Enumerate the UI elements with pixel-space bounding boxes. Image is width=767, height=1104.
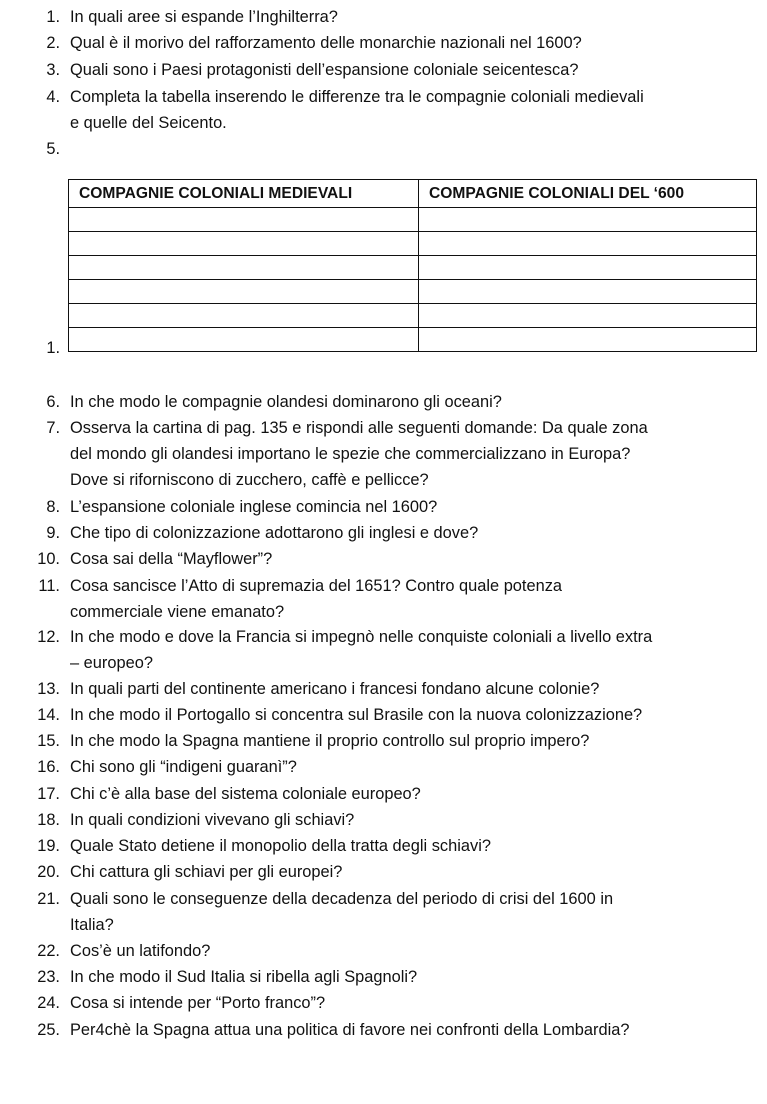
question-item [0,624,767,676]
question-number: 5. [46,140,60,158]
question-text-line: Dove si riforniscono di zucchero, caffè e pellicce? [70,471,429,489]
question-number: 17. [37,785,60,803]
question-text-line: e quelle del Seicento. [70,114,227,132]
cell-seicento[interactable] [419,280,757,304]
question-text-line: Quali sono i Paesi protagonisti dell’espansione coloniale seicentesca? [70,61,579,79]
cell-medieval[interactable] [69,328,419,352]
question-text-line: – europeo? [70,654,153,672]
question-item [0,938,767,964]
question-text-line: Chi c’è alla base del sistema coloniale europeo? [70,785,421,803]
question-number: 8. [46,498,60,516]
question-item [0,859,767,885]
question-number: 7. [46,419,60,437]
question-number: 22. [37,942,60,960]
cell-seicento[interactable] [419,328,757,352]
cell-medieval[interactable] [69,256,419,280]
question-number: 20. [37,863,60,881]
question-item [0,389,767,415]
question-number: 11. [38,577,60,595]
question-item [0,964,767,990]
question-text-line: In quali condizioni vivevano gli schiavi? [70,811,355,829]
cell-medieval[interactable] [69,232,419,256]
table-row [69,232,757,256]
question-text-line: L’espansione coloniale inglese comincia nel 1600? [70,498,438,516]
table-row [69,328,757,352]
question-number: 15. [37,732,60,750]
question-text-line: Quali sono le conseguenze della decadenza del periodo di crisi del 1600 in [70,890,614,908]
question-item [0,573,767,625]
table-row [69,280,757,304]
question-text-line: Osserva la cartina di pag. 135 e rispondi alle seguenti domande: Da quale zona [70,419,648,437]
question-text-line: Cosa sancisce l’Atto di supremazia del 1651? Contro quale potenza [70,577,563,595]
question-item [0,754,767,780]
cell-medieval[interactable] [69,208,419,232]
question-number: 18. [37,811,60,829]
question-item [0,676,767,702]
question-text-line: In che modo e dove la Francia si impegnò nelle conquiste coloniali a livello extra [70,628,653,646]
question-text-line: Cosa si intende per “Porto franco”? [70,994,326,1012]
question-number: 1. [46,8,60,26]
question-text-line: Completa la tabella inserendo le differenze tra le compagnie coloniali medievali [70,88,644,106]
question-number: 1. [46,339,60,357]
question-number: 9. [46,524,60,542]
question-number: 2. [46,34,60,52]
question-item [0,546,767,572]
question-number: 19. [37,837,60,855]
cell-medieval[interactable] [69,304,419,328]
question-text-line: del mondo gli olandesi importano le spezie che commercializzano in Europa? [70,445,631,463]
question-text-line: In quali parti del continente americano i francesi fondano alcune colonie? [70,680,600,698]
question-number: 23. [37,968,60,986]
question-item [0,833,767,859]
question-item [0,4,767,30]
question-item [0,702,767,728]
question-text-line: Qual è il morivo del rafforzamento delle monarchie nazionali nel 1600? [70,34,582,52]
question-item [0,886,767,938]
question-text-line: Cosa sai della “Mayflower”? [70,550,273,568]
table-header-row [69,180,757,208]
question-number: 14. [37,706,60,724]
question-number: 6. [46,393,60,411]
question-text-line: In che modo la Spagna mantiene il proprio controllo sul proprio impero? [70,732,590,750]
question-text-line: Chi sono gli “indigeni guaranì”? [70,758,297,776]
question-text-line: Per4chè la Spagna attua una politica di favore nei confronti della Lombardia? [70,1021,630,1039]
cell-seicento[interactable] [419,232,757,256]
question-text-line: Quale Stato detiene il monopolio della tratta degli schiavi? [70,837,491,855]
question-item [0,136,767,162]
cell-medieval[interactable] [69,280,419,304]
cell-seicento[interactable] [419,256,757,280]
question-item [0,84,767,136]
cell-seicento[interactable] [419,304,757,328]
question-item [0,807,767,833]
question-number: 16. [37,758,60,776]
table-row [69,208,757,232]
question-item [0,494,767,520]
question-number: 4. [46,88,60,106]
question-number: 24. [37,994,60,1012]
question-number: 25. [37,1021,60,1039]
question-text-line: Chi cattura gli schiavi per gli europei? [70,863,343,881]
question-text-line: In che modo le compagnie olandesi dominarono gli oceani? [70,393,502,411]
question-text-line: In quali aree si espande l’Inghilterra? [70,8,338,26]
header-medieval: COMPAGNIE COLONIALI MEDIEVALI [69,180,419,208]
question-number: 21. [37,890,60,908]
question-item [0,781,767,807]
question-item [0,520,767,546]
question-number: 3. [46,61,60,79]
table-row [69,256,757,280]
comparison-table [68,179,757,352]
question-text-line: commerciale viene emanato? [70,603,285,621]
question-text-line: In che modo il Portogallo si concentra sul Brasile con la nuova colonizzazione? [70,706,643,724]
header-seicento: COMPAGNIE COLONIALI DEL ‘600 [419,180,757,208]
question-item [0,990,767,1016]
question-text-line: Cos’è un latifondo? [70,942,211,960]
cell-seicento[interactable] [419,208,757,232]
question-number: 10. [37,550,60,568]
question-text-line: Che tipo di colonizzazione adottarono gli inglesi e dove? [70,524,479,542]
question-item [0,415,767,493]
question-item [0,728,767,754]
question-number: 12. [37,628,60,646]
table-row [69,304,757,328]
question-number: 13. [37,680,60,698]
question-item [0,30,767,56]
question-item [0,1017,767,1043]
question-text-line: In che modo il Sud Italia si ribella agli Spagnoli? [70,968,418,986]
question-item [0,57,767,83]
question-text-line: Italia? [70,916,114,934]
